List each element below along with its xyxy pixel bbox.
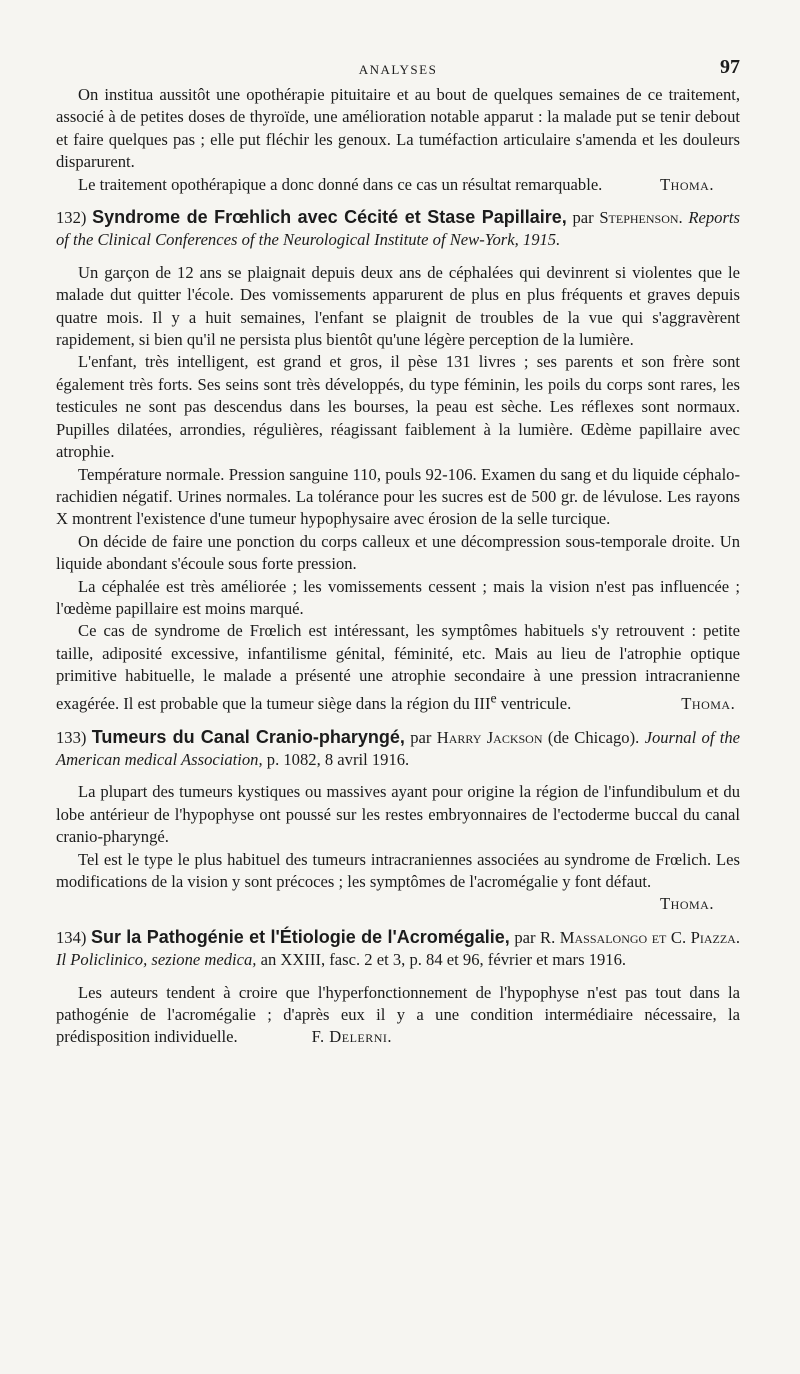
- entry-by: par: [572, 208, 594, 228]
- entry-author: Harry Jackson: [436, 727, 543, 747]
- entry-134-paragraph-text: Les auteurs tendent à croire que l'hyperfonctionnement de l'hypophyse n'est pas tout dans la pathogénie de l'acromégalie ; d'après eux il y a une condition intermédiaire nécessaire, la prédisposition individuelle.: [56, 982, 740, 1047]
- document-page: [56, 44, 740, 1049]
- entry-title: Syndrome de Frœhlich avec Cécité et Stase Papillaire,: [92, 207, 567, 228]
- entry-133-paragraph-text: Tel est le type le plus habituel des tumeurs intracraniennes associées au syndrome de Frœlich. Les modifications de la vision y sont précoces ; les symptômes de l'acromégalie y font défaut.: [56, 849, 740, 891]
- entry-132-paragraph: La céphalée est très améliorée ; les vomissements cessent ; mais la vision n'est pas influencée ; l'œdème papillaire est moins marqué.: [56, 576, 740, 618]
- signature: Thoma.: [681, 694, 736, 714]
- entry-number: 133): [56, 727, 87, 747]
- entry-133-paragraph: La plupart des tumeurs kystiques ou massives ayant pour origine la région de l'infundibulum et du lobe antérieur de l'hypophyse ont poussé sur les restes embryonnaires de l'ectoderme buccal du canal cranio-pharyngé.: [56, 782, 740, 847]
- intro-paragraph-2: [56, 174, 740, 196]
- entry-authors: R. Massalongo et C. Piazza.: [540, 927, 740, 947]
- entry-by: par: [410, 727, 432, 747]
- entry-134-heading: [56, 926, 740, 972]
- entry-place: (de Chicago).: [547, 727, 640, 747]
- entry-author: Stephenson.: [599, 208, 683, 228]
- entry-number: 134): [56, 927, 87, 947]
- entry-source: Il Policlinico, sezione medica,: [56, 950, 257, 970]
- entry-133-paragraph-last: [56, 849, 740, 914]
- signature: F. Delerni.: [311, 1027, 393, 1047]
- entry-source: Journal of the American medical Association,: [56, 727, 740, 769]
- page-header: [56, 44, 740, 84]
- entry-132-paragraph: On décide de faire une ponction du corps calleux et une décompression sous-temporale droite. Un liquide abondant s'écoule sous forte pression.: [56, 531, 740, 574]
- entry-by: par: [514, 927, 536, 947]
- entry-133-heading: [56, 726, 740, 772]
- running-title: ANALYSES: [358, 62, 438, 77]
- intro-paragraph-2-text: Le traitement opothérapique a donc donné dans ce cas un résultat remarquable.: [78, 174, 603, 194]
- entry-132-paragraph-text: Ce cas de syndrome de Frœlich est intéressant, les symptômes habituels s'y retrouvent : petite taille, adiposité excessive, infantilisme génital, féminité, etc. Mais au lieu de l'atrophie optique primitive habituelle, le malade a présenté une atrophie secondaire à une pression intracranienne exagérée. Il est probable que la tumeur siège dans la région du IIIe ventricule.: [56, 621, 740, 714]
- entry-132-heading: [56, 206, 740, 252]
- signature: Thoma.: [660, 174, 714, 194]
- entry-year: 1915.: [522, 230, 561, 250]
- entry-title: Tumeurs du Canal Cranio-pharyngé,: [91, 726, 405, 747]
- page-number: 97: [720, 56, 740, 78]
- entry-ref: an XXIII, fasc. 2 et 3, p. 84 et 96, février et mars 1916.: [260, 950, 627, 970]
- entry-number: 132): [56, 208, 87, 228]
- entry-134-paragraph: [56, 982, 740, 1049]
- intro-paragraph-1: On institua aussitôt une opothérapie pituitaire et au bout de quelques semaines de ce traitement, associé à de petites doses de thyroïde, une amélioration notable apparut : la malade put se tenir debout et faire quelques pas ; elle put fléchir les genoux. La tuméfaction articulaire s'amenda et les douleurs disparurent.: [56, 85, 740, 172]
- entry-132-paragraph: Température normale. Pression sanguine 110, pouls 92-106. Examen du sang et du liquide céphalo-rachidien négatif. Urines normales. La tolérance pour les sucres est de 500 gr. de lévulose. Les rayons X montrent l'existence d'une tumeur hypophysaire avec érosion de la selle turcique.: [56, 464, 740, 529]
- entry-132-paragraph: L'enfant, très intelligent, est grand et gros, il pèse 131 livres ; ses parents et son frère sont également très forts. Ses seins sont très développés, du type féminin, les poils du corps sont rares, les testicules ne sont pas descendus dans les bourses, la peau est sèche. Les réflexes sont normaux. Pupilles dilatées, arrondies, régulières, réagissant faiblement à la lumière. Œdème papillaire avec atrophie.: [56, 352, 740, 462]
- entry-132-paragraph-last: [56, 620, 740, 715]
- signature: Thoma.: [660, 894, 714, 914]
- entry-title: Sur la Pathogénie et l'Étiologie de l'Acromégalie,: [90, 926, 510, 947]
- entry-ref: p. 1082, 8 avril 1916.: [266, 749, 410, 769]
- entry-132-paragraph: Un garçon de 12 ans se plaignait depuis deux ans de céphalées qui devinrent si violentes que le malade dut quitter l'école. Des vomissements apparurent de plus en plus fréquents et graves depuis quatre mois. Il y a huit semaines, l'enfant se plaignit de troubles de la vue qui s'aggravèrent rapidement, si bien qu'il ne persista plus bientôt qu'une légère perception de la lumière.: [56, 262, 740, 350]
- entry-source: Reports of the Clinical Conferences of the Neurological Institute of New-York,: [56, 208, 740, 250]
